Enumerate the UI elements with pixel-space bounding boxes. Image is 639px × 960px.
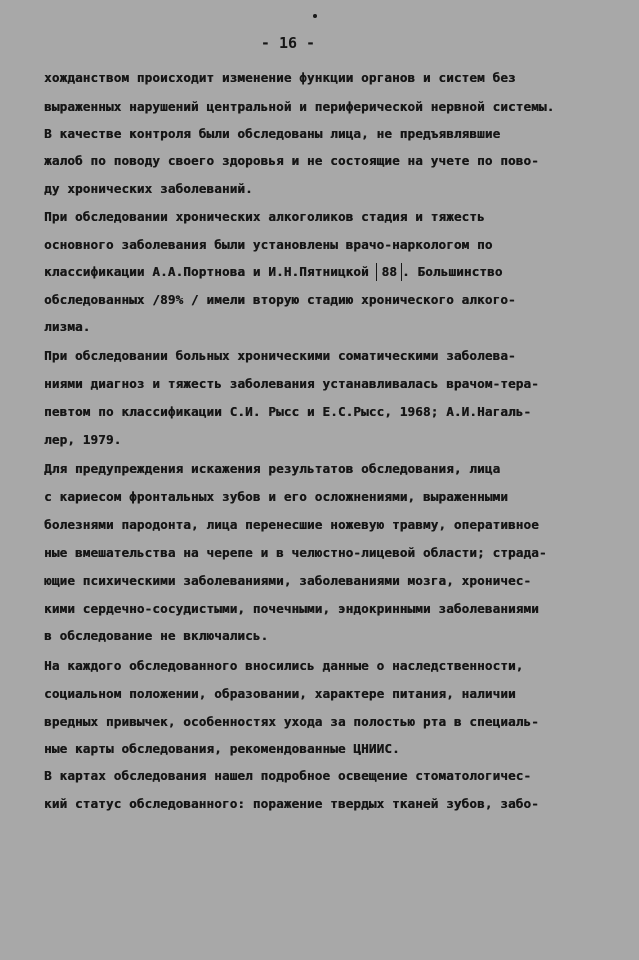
page-number: - 16 -: [260, 34, 316, 52]
text-line: ные карты обследования, рекомендованные ЦНИИС.: [44, 741, 400, 756]
text-line: обследованных /89% / имели вторую стадию хронического алкого-: [44, 292, 516, 307]
text-line: ющие психическими заболеваниями, заболеваниями мозга, хроничес-: [44, 573, 532, 588]
text-line: лер, 1979.: [44, 432, 122, 447]
text-line: В качестве контроля были обследованы лица, не предъявлявшие: [44, 126, 501, 141]
text-line: жалоб по поводу своего здоровья и не состоящие на учете по пово-: [44, 153, 539, 168]
text-line: кими сердечно-сосудистыми, почечными, эндокринными заболеваниями: [44, 601, 539, 616]
text-fragment: . Большинство: [401, 264, 503, 279]
text-line: ниями диагноз и тяжесть заболевания устанавливалась врачом-тера-: [44, 376, 539, 391]
text-line: основного заболевания были установлены врачо-наркологом по: [44, 237, 493, 252]
text-line: При обследовании хронических алкоголиков стадия и тяжесть: [44, 209, 485, 224]
text-line-with-reference: [44, 263, 502, 281]
text-line: певтом по классификации С.И. Рысс и Е.С.Рысс, 1968; А.И.Нагаль-: [44, 404, 532, 419]
text-line: Для предупреждения искажения результатов обследования, лица: [44, 461, 501, 476]
text-line: При обследовании больных хроническими соматическими заболева-: [44, 348, 516, 363]
text-line: В картах обследования нашел подробное освещение стоматологичес-: [44, 768, 532, 783]
text-line: социальном положении, образовании, характере питания, наличии: [44, 686, 516, 701]
text-fragment: классификации А.А.Портнова и И.Н.Пятницкой: [44, 264, 369, 279]
text-line: хожданством происходит изменение функции органов и систем без: [44, 70, 516, 85]
text-line: в обследование не включались.: [44, 628, 269, 643]
text-line: На каждого обследованного вносились данные о наследственности,: [44, 658, 524, 673]
text-line: с кариесом фронтальных зубов и его осложнениями, выраженными: [44, 489, 508, 504]
text-line: ные вмешательства на черепе и в челюстно-лицевой области; страда-: [44, 545, 547, 560]
text-line: лизма.: [44, 319, 91, 334]
text-line: болезнями пародонта, лица перенесшие ножевую травму, оперативное: [44, 517, 539, 532]
text-line: кий статус обследованного: поражение твердых тканей зубов, забо-: [44, 796, 539, 811]
page-mark: [313, 14, 317, 18]
text-line: выраженных нарушений центральной и периферической нервной системы.: [44, 99, 555, 114]
text-line: вредных привычек, особенностях ухода за полостью рта в специаль-: [44, 714, 539, 729]
text-line: ду хронических заболеваний.: [44, 181, 253, 196]
reference-bracket: 88: [376, 263, 401, 281]
